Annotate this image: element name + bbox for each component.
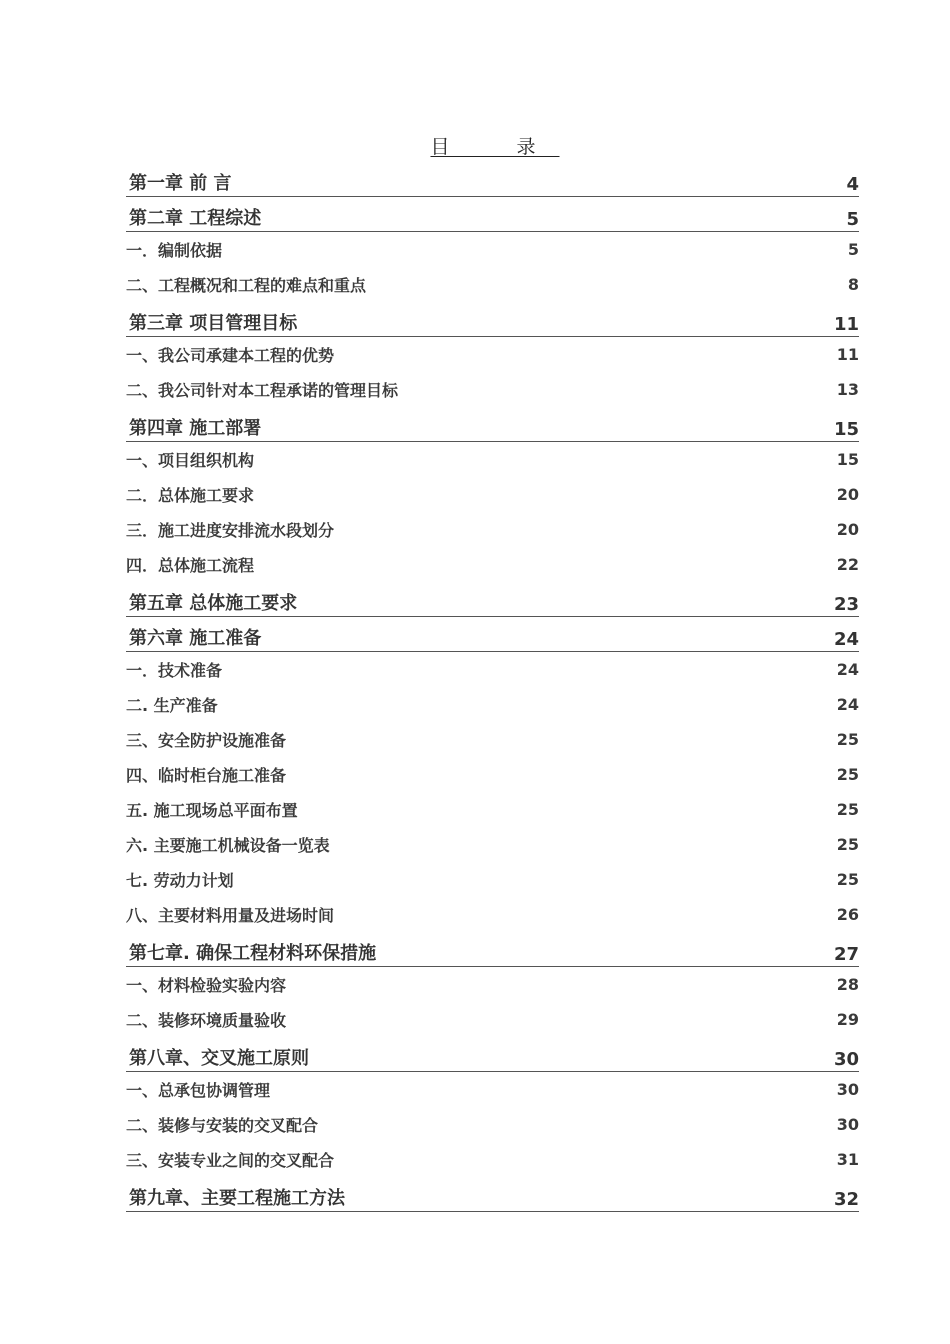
toc-entry-label: 四．总体施工流程: [126, 556, 255, 575]
toc-chapter-entry[interactable]: [126, 1037, 859, 1072]
toc-entry-page-number: 25: [836, 765, 859, 784]
toc-entry-label: 二、装修环境质量验收: [126, 1011, 287, 1030]
toc-entry-page-number: 30: [836, 1080, 859, 1099]
toc-chapter-entry[interactable]: [126, 617, 859, 652]
toc-title: 目 录: [430, 136, 560, 158]
toc-entry-label: 第五章 总体施工要求: [129, 593, 298, 614]
toc-entry-label: 二、装修与安装的交叉配合: [126, 1116, 319, 1135]
toc-section-entry[interactable]: [126, 547, 859, 582]
toc-section-entry[interactable]: [126, 477, 859, 512]
toc-entry-page-number: 5: [847, 240, 859, 259]
toc-section-entry[interactable]: [126, 967, 859, 1002]
toc-entry-page-number: 11: [833, 314, 859, 335]
toc-section-entry[interactable]: [126, 1142, 859, 1177]
toc-entry-label: 第七章. 确保工程材料环保措施: [129, 943, 377, 964]
toc-entry-page-number: 11: [836, 345, 859, 364]
toc-entry-label: 八、主要材料用量及进场时间: [126, 906, 335, 925]
toc-entry-label: 第三章 项目管理目标: [129, 313, 298, 334]
toc-entry-label: 第九章、主要工程施工方法: [129, 1188, 345, 1209]
toc-section-entry[interactable]: [126, 372, 859, 407]
toc-chapter-entry[interactable]: [126, 302, 859, 337]
toc-entry-page-number: 24: [836, 695, 859, 714]
toc-entry-label: 第四章 施工部署: [129, 418, 262, 439]
toc-entry-page-number: 32: [833, 1189, 859, 1210]
toc-section-entry[interactable]: [126, 442, 859, 477]
toc-entry-page-number: 30: [836, 1115, 859, 1134]
toc-chapter-entry[interactable]: [126, 932, 859, 967]
toc-section-entry[interactable]: [126, 1002, 859, 1037]
toc-entry-page-number: 25: [836, 730, 859, 749]
toc-entry-page-number: 30: [833, 1049, 859, 1070]
toc-entry-page-number: 31: [836, 1150, 859, 1169]
toc-entry-label: 一、项目组织机构: [126, 451, 255, 470]
toc-entry-label: 一、材料检验实验内容: [126, 976, 287, 995]
toc-entry-page-number: 26: [836, 905, 859, 924]
toc-chapter-entry[interactable]: [126, 162, 859, 197]
toc-entry-page-number: 4: [846, 174, 859, 195]
toc-entry-label: 第一章 前 言: [129, 173, 232, 194]
toc-entry-label: 二. 生产准备: [126, 696, 218, 715]
toc-section-entry[interactable]: [126, 897, 859, 932]
toc-entry-page-number: 28: [836, 975, 859, 994]
toc-section-entry[interactable]: [126, 267, 859, 302]
toc-entry-page-number: 5: [846, 209, 859, 230]
toc-entry-label: 三、安装专业之间的交叉配合: [126, 1151, 335, 1170]
toc-chapter-entry[interactable]: [126, 197, 859, 232]
toc-chapter-entry[interactable]: [126, 582, 859, 617]
toc-entry-page-number: 13: [836, 380, 859, 399]
toc-section-entry[interactable]: [126, 232, 859, 267]
toc-section-entry[interactable]: [126, 827, 859, 862]
toc-entry-page-number: 25: [836, 870, 859, 889]
toc-entry-page-number: 29: [836, 1010, 859, 1029]
toc-list: [126, 162, 859, 1212]
toc-section-entry[interactable]: [126, 1107, 859, 1142]
toc-section-entry[interactable]: [126, 1072, 859, 1107]
toc-section-entry[interactable]: [126, 792, 859, 827]
toc-section-entry[interactable]: [126, 512, 859, 547]
toc-section-entry[interactable]: [126, 652, 859, 687]
toc-chapter-entry[interactable]: [126, 1177, 859, 1212]
toc-entry-page-number: 15: [833, 419, 859, 440]
toc-entry-page-number: 8: [847, 275, 859, 294]
toc-entry-label: 二．总体施工要求: [126, 486, 255, 505]
toc-entry-page-number: 25: [836, 800, 859, 819]
toc-entry-label: 五. 施工现场总平面布置: [126, 801, 298, 820]
toc-entry-label: 一、总承包协调管理: [126, 1081, 271, 1100]
toc-entry-label: 三．施工进度安排流水段划分: [126, 521, 335, 540]
toc-entry-page-number: 20: [836, 485, 859, 504]
toc-entry-label: 一．技术准备: [126, 661, 223, 680]
toc-entry-page-number: 23: [833, 594, 859, 615]
toc-entry-page-number: 25: [836, 835, 859, 854]
toc-entry-label: 四、临时柜台施工准备: [126, 766, 287, 785]
toc-entry-label: 三、安全防护设施准备: [126, 731, 287, 750]
toc-entry-page-number: 20: [836, 520, 859, 539]
toc-entry-page-number: 24: [833, 629, 859, 650]
toc-entry-label: 二、工程概况和工程的难点和重点: [126, 276, 367, 295]
toc-entry-label: 第六章 施工准备: [129, 628, 262, 649]
toc-entry-label: 七. 劳动力计划: [126, 871, 234, 890]
toc-entry-page-number: 15: [836, 450, 859, 469]
toc-entry-label: 二、我公司针对本工程承诺的管理目标: [126, 381, 399, 400]
toc-entry-label: 第八章、交叉施工原则: [129, 1048, 309, 1069]
toc-entry-label: 一、我公司承建本工程的优势: [126, 346, 335, 365]
toc-section-entry[interactable]: [126, 337, 859, 372]
toc-entry-label: 一．编制依据: [126, 241, 223, 260]
toc-section-entry[interactable]: [126, 722, 859, 757]
toc-entry-page-number: 22: [836, 555, 859, 574]
toc-chapter-entry[interactable]: [126, 407, 859, 442]
toc-section-entry[interactable]: [126, 757, 859, 792]
toc-entry-page-number: 27: [833, 944, 859, 965]
toc-entry-page-number: 24: [836, 660, 859, 679]
toc-section-entry[interactable]: [126, 687, 859, 722]
toc-entry-label: 六. 主要施工机械设备一览表: [126, 836, 330, 855]
toc-entry-label: 第二章 工程综述: [129, 208, 262, 229]
toc-section-entry[interactable]: [126, 862, 859, 897]
